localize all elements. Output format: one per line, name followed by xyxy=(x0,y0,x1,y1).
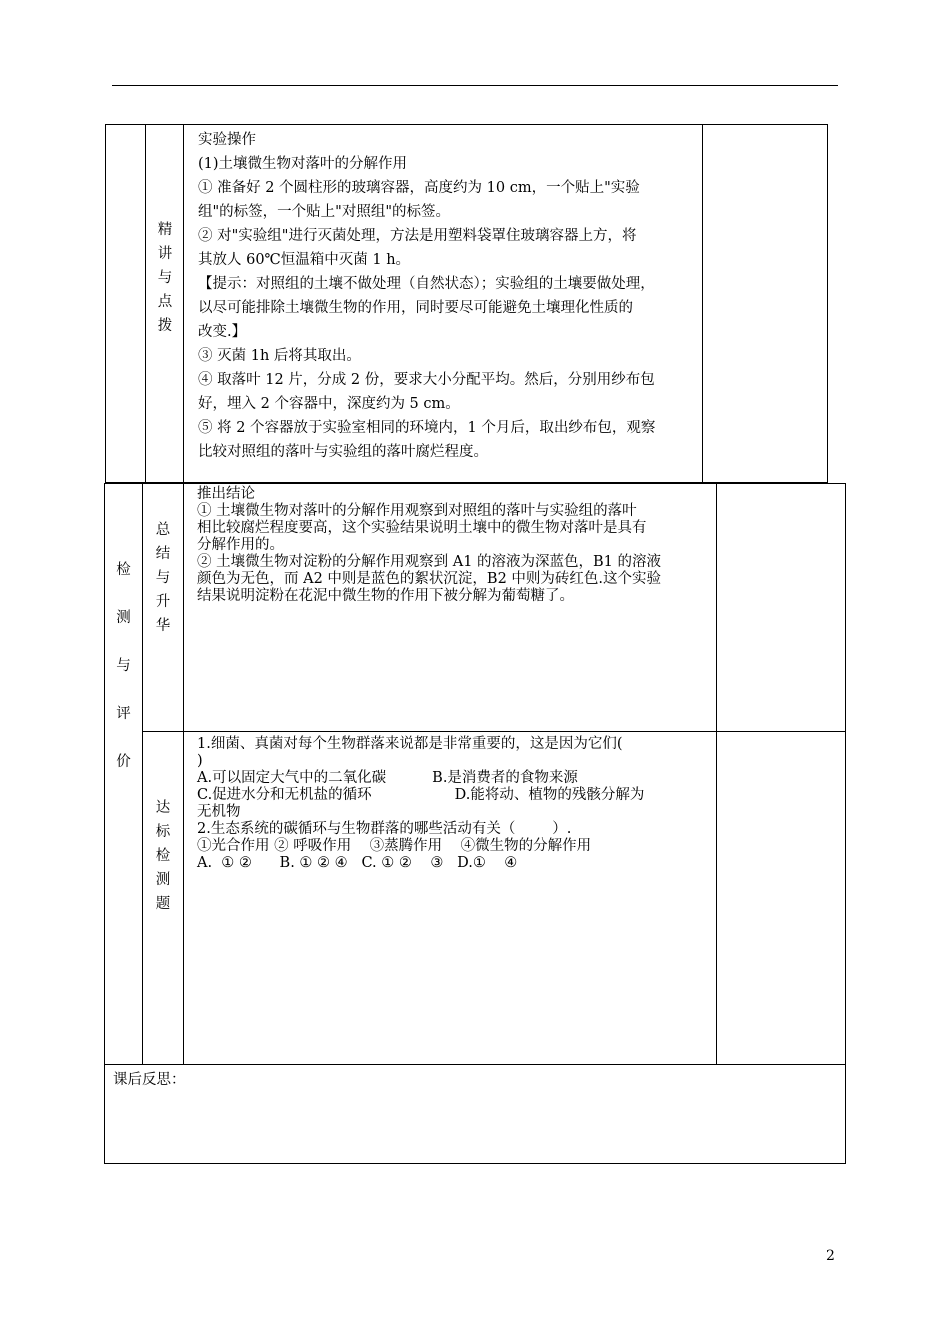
assessment-right-border xyxy=(716,484,717,1064)
page-number: 2 xyxy=(826,1248,835,1264)
reflection-label: 课后反思： xyxy=(113,1072,186,1088)
lecture-blank-column xyxy=(106,125,146,482)
lecture-table xyxy=(105,124,828,483)
assessment-label-column xyxy=(143,484,184,1064)
summary-label: 总 结 与 升 华 xyxy=(155,522,171,634)
test-label: 达 标 检 测 题 xyxy=(155,800,171,912)
lecture-label: 精 讲 与 点 拨 xyxy=(157,222,173,334)
assessment-outer-label-column xyxy=(105,484,143,1064)
header-rule xyxy=(112,85,838,86)
summary-content: 推出结论 ① 土壤微生物对落叶的分解作用观察到对照组的落叶与实验组的落叶 相比较腐烂程度要高，这个实验结果说明土壤中的微生物对落叶是具有 分解作用的。 ② 土壤微生物对淀粉的分解作用观察到 A1 的溶液为深蓝色，B1 的溶液 颜色为无色，而 A2 中则是蓝色的絮状沉淀，B2 中则为砖红色.这个实验 结果说明淀粉在花泥中微生物的作用下被分解为葡萄糖了。 xyxy=(197,486,662,604)
lecture-content: 实验操作 (1)土壤微生物对落叶的分解作用 ① 准备好 2 个圆柱形的玻璃容器，高度约为 10 cm，一个贴上"实验 组"的标签，一个贴上"对照组"的标签。 ② 对"实验组"进行灭菌处理，方法是用塑料袋罩住玻璃容器上方，将 其放人 60℃恒温箱中灭菌 1 h。 【提示：对照组的土壤不做处理（自然状态）；实验组的土壤要做处理， 以尽可能排除土壤微生物的作用，同时要尽可能避免土壤理化性质的 改变.】 ③ 灭菌 1h 后将其取出。 ④ 取落叶 12 片，分成 2 份，要求大小分配平均。然后，分别用纱布包 好，埋入 2 个容器中，深度约为 5 cm。 ⑤ 将 2 个容器放于实验室相同的环境内，1 个月后，取出纱布包，观察 比较对照组的落叶与实验组的落叶腐烂程度。 xyxy=(198,132,656,460)
row-divider xyxy=(143,731,845,732)
test-content: 1.细菌、真菌对每个生物群落来说都是非常重要的，这是因为它们( ) A.可以固定大气中的二氧化碳 B.是消费者的食物来源 C.促进水分和无机盐的循环 D.能将动、植物的残骸分解为 无机物 2.生态系统的碳循环与生物群落的哪些活动有关（ ）. ①光合作用 ② 呼吸作用 ③蒸腾作用 ④微生物的分解作用 A. ① ② B. ① ② ④ C. ① ② ③ D.① ④ xyxy=(197,736,645,871)
lecture-label-column xyxy=(146,125,184,482)
lecture-content-cell xyxy=(184,125,703,482)
assessment-outer-label: 检 测 与 评 价 xyxy=(116,562,131,770)
assessment-table xyxy=(104,483,846,1065)
reflection-box xyxy=(104,1065,846,1164)
